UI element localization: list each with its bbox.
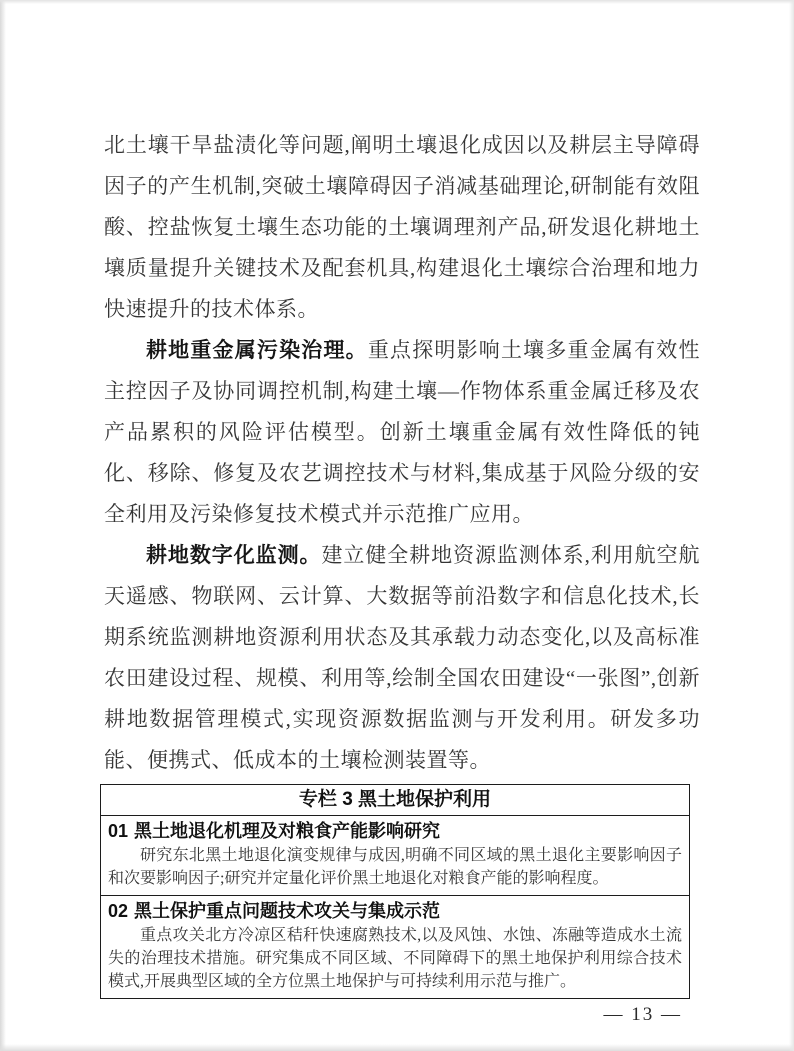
paragraph-lead: 耕地重金属污染治理。 bbox=[146, 339, 368, 362]
column-box-title: 专栏 3 黑土地保护利用 bbox=[101, 785, 689, 816]
body-text-column bbox=[104, 125, 700, 781]
item-title: 黑土地退化机理及对粮食产能影响研究 bbox=[134, 821, 441, 841]
scan-edge-top bbox=[0, 0, 794, 4]
paragraph-continuation bbox=[104, 125, 700, 330]
paragraph-text: 北土壤干旱盐渍化等问题,阐明土壤退化成因以及耕层主导障碍因子的产生机制,突破土壤障碍因子消减基础理论,研制能有效阻酸、控盐恢复土壤生态功能的土壤调理剂产品,研发退化耕地土壤质量提升关键技术及配套机具,构建退化土壤综合治理和地力快速提升的技术体系。 bbox=[104, 133, 700, 321]
scan-edge-right bbox=[789, 0, 794, 1051]
scan-edge-left bbox=[0, 0, 6, 1051]
paragraph-text: 建立健全耕地资源监测体系,利用航空航天遥感、物联网、云计算、大数据等前沿数字和信息化技术,长期系统监测耕地资源利用状态及其承载力动态变化,以及高标准农田建设过程、规模、利用等,绘制全国农田建设“一张图”,创新耕地数据管理模式,实现资源数据监测与开发利用。研发多功能、便携式、低成本的土壤检测装置等。 bbox=[104, 543, 701, 772]
paragraph-heavy-metal bbox=[104, 330, 700, 535]
column-box-item-02 bbox=[101, 895, 689, 998]
column-box-item-01 bbox=[101, 816, 689, 895]
paragraph-text: 重点探明影响土壤多重金属有效性主控因子及协同调控机制,构建土壤—作物体系重金属迁移及农产品累积的风险评估模型。创新土壤重金属有效性降低的钝化、移除、修复及农艺调控技术与材料,集成基于风险分级的安全利用及污染修复技术模式并示范推广应用。 bbox=[104, 338, 700, 526]
paragraph-lead: 耕地数字化监测。 bbox=[146, 544, 322, 567]
item-heading bbox=[108, 899, 682, 924]
scan-edge-bottom bbox=[0, 1044, 794, 1051]
item-number: 01 bbox=[108, 821, 129, 841]
page-number: — 13 — bbox=[603, 1004, 682, 1025]
item-number: 02 bbox=[108, 901, 129, 921]
item-body: 研究东北黑土地退化演变规律与成因,明确不同区域的黑土退化主要影响因子和次要影响因子;研究并定量化评价黑土地退化对粮食产能的影响程度。 bbox=[108, 847, 682, 887]
special-column-box bbox=[100, 784, 690, 999]
item-title: 黑土保护重点问题技术攻关与集成示范 bbox=[134, 901, 441, 921]
paragraph-digital-monitoring bbox=[104, 535, 700, 781]
item-body: 重点攻关北方冷凉区秸秆快速腐熟技术,以及风蚀、水蚀、冻融等造成水土流失的治理技术措施。研究集成不同区域、不同障碍下的黑土地保护利用综合技术模式,开展典型区域的全方位黑土地保护与可持续利用示范与推广。 bbox=[108, 927, 682, 990]
item-heading bbox=[108, 819, 682, 844]
